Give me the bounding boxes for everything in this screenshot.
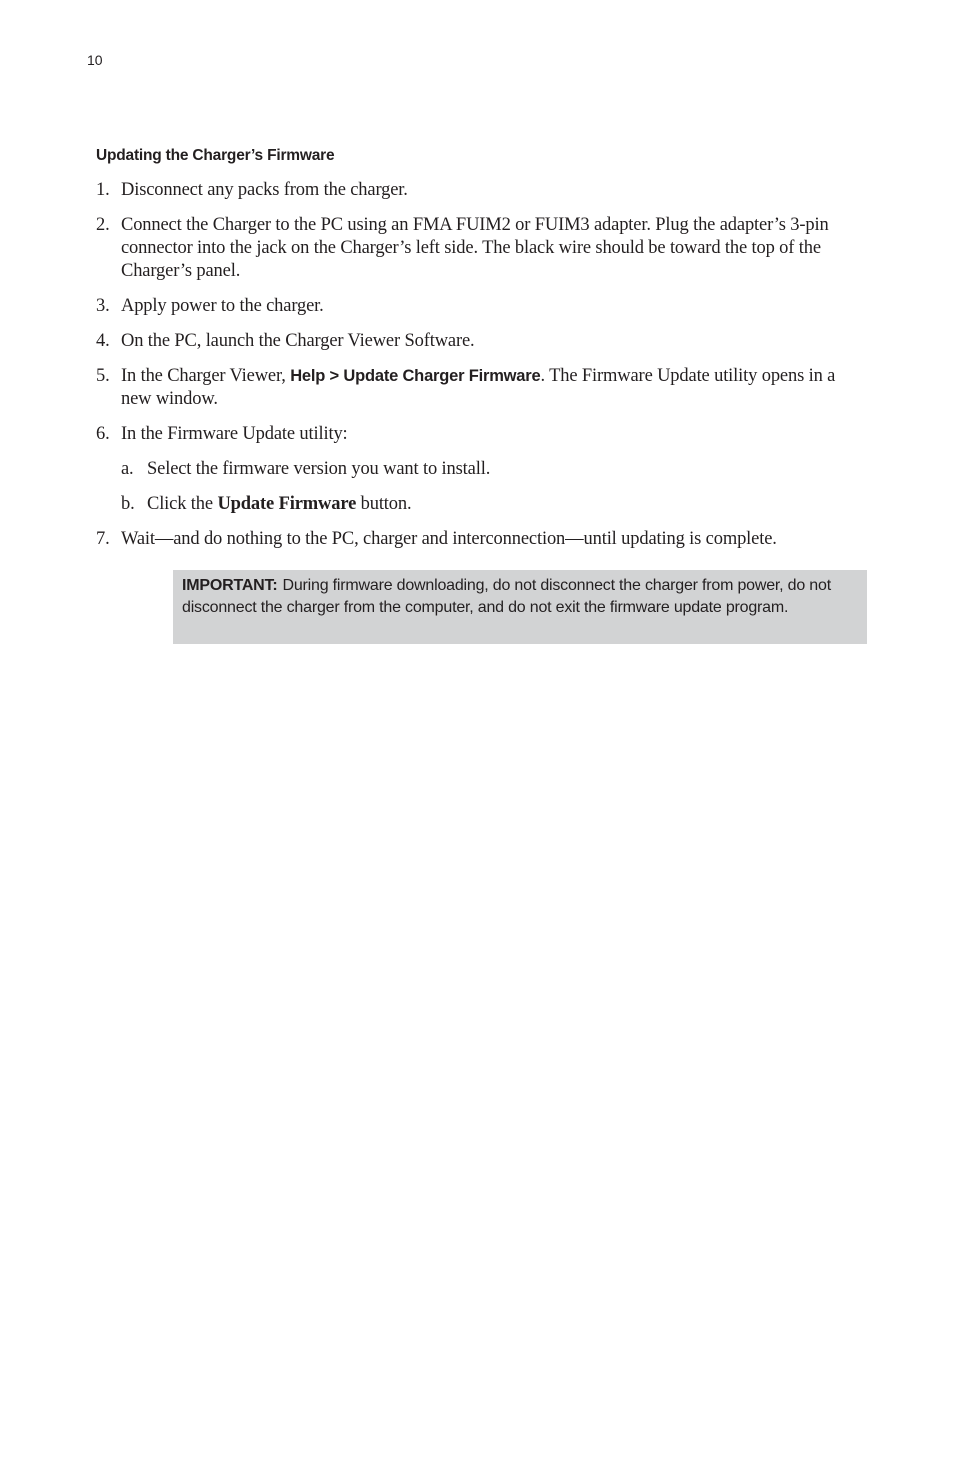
page-number: 10 [87, 52, 103, 68]
important-note [173, 570, 867, 644]
substep-b [121, 493, 866, 516]
substep-a [121, 458, 866, 481]
step-number: 5. [96, 366, 110, 386]
substep-text: Select the firmware version you want to install. [147, 459, 491, 479]
step-number: 6. [96, 424, 110, 444]
step-5 [96, 365, 866, 411]
menu-path: Help > Update Charger Firmware [290, 367, 541, 385]
step-4 [96, 330, 866, 353]
step-6-substeps [121, 458, 866, 516]
step-2 [96, 214, 866, 283]
button-name: Update Firmware [217, 494, 357, 514]
step-number: 3. [96, 296, 110, 316]
step-text: Disconnect any packs from the charger. [121, 180, 408, 200]
step-7 [96, 528, 866, 551]
substep-text-pre: Click the [147, 494, 218, 514]
step-text: On the PC, launch the Charger Viewer Software. [121, 331, 475, 351]
step-number: 2. [96, 215, 110, 235]
step-text: Apply power to the charger. [121, 296, 324, 316]
step-number: 4. [96, 331, 110, 351]
step-text-pre: In the Charger Viewer, [121, 366, 291, 386]
step-text: Wait—and do nothing to the PC, charger and interconnection—until updating is complete. [121, 529, 777, 549]
firmware-update-steps [96, 179, 866, 563]
step-number: 1. [96, 180, 110, 200]
step-text-post: . The Firmware Update utility opens in a new window. [121, 366, 836, 409]
step-number: 7. [96, 529, 110, 549]
substep-text-post: button. [356, 494, 412, 514]
step-3 [96, 295, 866, 318]
step-6 [96, 423, 866, 516]
section-heading: Updating the Charger’s Firmware [96, 147, 335, 164]
note-text: During firmware downloading, do not disconnect the charger from power, do not disconnect the charger from the computer, and do not exit the firmware update program. [182, 577, 831, 616]
step-1 [96, 179, 866, 202]
note-label: IMPORTANT: [182, 577, 278, 594]
substep-letter: b. [121, 494, 135, 514]
step-text: Connect the Charger to the PC using an FMA FUIM2 or FUIM3 adapter. Plug the adapter’s 3-pin connector into the jack on the Charger’s left side. The black wire should be toward the top of the Charger’s panel. [121, 215, 829, 281]
step-text: In the Firmware Update utility: [121, 424, 348, 444]
substep-letter: a. [121, 459, 134, 479]
